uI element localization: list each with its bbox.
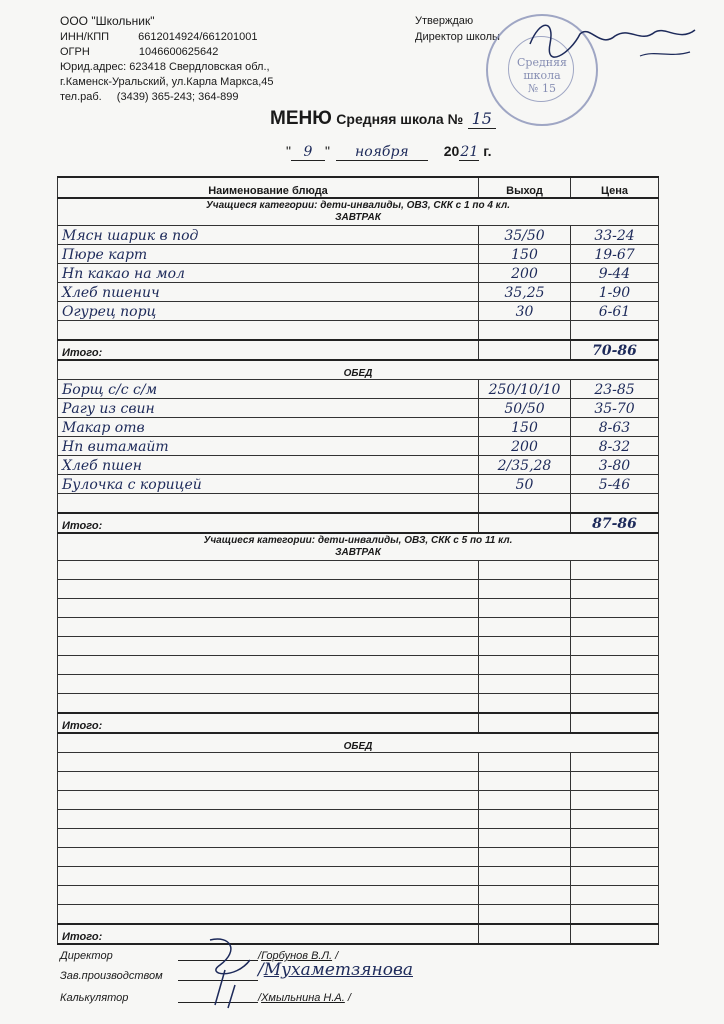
dish-name: Рагу из свин [58,399,479,418]
org-name: ООО "Школьник" [60,14,155,28]
dish-name: Нп витамайт [58,437,479,456]
dish-price: 23-85 [571,380,659,399]
signatures-scribble [180,930,270,1010]
empty-cell [479,867,571,886]
table-row [58,905,659,925]
title-sub: Средняя школа № [336,111,464,127]
col-price: Цена [571,177,659,198]
dish-name: Мясн шарик в под [58,226,479,245]
school-number: 15 [468,109,496,129]
dish-price: 6-61 [571,302,659,321]
dish-output: 50/50 [479,399,571,418]
table-row [58,321,659,341]
empty-cell [571,599,659,618]
dish-name: Хлеб пшен [58,456,479,475]
empty-cell [571,848,659,867]
dish-output: 150 [479,418,571,437]
dish-output: 200 [479,437,571,456]
table-row [58,561,659,580]
dish-output: 200 [479,264,571,283]
empty-cell [571,905,659,925]
dish-output: 35,25 [479,283,571,302]
empty-cell [58,599,479,618]
dish-price: 8-32 [571,437,659,456]
col-name: Наименование блюда [58,177,479,198]
table-row [58,637,659,656]
empty-cell [58,675,479,694]
table-row [58,494,659,514]
empty-cell [58,848,479,867]
director-approval-signature [520,14,700,64]
sign-director-label: Директор [60,950,113,962]
table-row [58,791,659,810]
lunch1-heading [58,360,659,380]
lunch2-heading-label: ОБЕД [58,733,659,753]
sign-production-label: Зав.производством [60,970,163,982]
empty-cell [479,810,571,829]
empty-cell [58,694,479,714]
table-row [58,867,659,886]
table-row [58,380,659,399]
total-price [571,713,659,733]
dish-output: 30 [479,302,571,321]
empty-cell [571,694,659,714]
lunch2-total [58,924,659,944]
empty-cell [479,561,571,580]
table-row [58,580,659,599]
inn-value: 6612014924/661201001 [138,31,258,43]
empty-cell [479,618,571,637]
dish-price: 3-80 [571,456,659,475]
empty-cell [58,580,479,599]
empty-cell [571,791,659,810]
total-label: Итого: [58,340,479,360]
total-output [479,340,571,360]
lunch1-total [58,513,659,533]
total-output [479,924,571,944]
table-row [58,753,659,772]
dish-name [58,321,479,341]
dish-name: Булочка с корицей [58,475,479,494]
empty-cell [58,637,479,656]
date-month: ноября [336,144,428,161]
dish-price: 33-24 [571,226,659,245]
col-output: Выход [479,177,571,198]
dish-name: Нп какао на мол [58,264,479,283]
table-row [58,437,659,456]
table-row [58,810,659,829]
empty-cell [571,810,659,829]
empty-cell [58,753,479,772]
dish-name: Пюре карт [58,245,479,264]
menu-table [57,176,659,945]
table-row [58,772,659,791]
section2-breakfast: ЗАВТРАК [335,547,381,558]
dish-output: 2/35,28 [479,456,571,475]
total-output [479,713,571,733]
table-row [58,886,659,905]
empty-cell [58,867,479,886]
table-row [58,656,659,675]
lunch2-heading [58,733,659,753]
table-row [58,245,659,264]
org-phone [60,91,239,104]
empty-cell [58,905,479,925]
empty-cell [58,791,479,810]
section1-heading [58,198,659,226]
dish-name [58,494,479,514]
table-row [58,848,659,867]
table-row [58,418,659,437]
empty-cell [58,561,479,580]
table-header [58,177,659,198]
breakfast2-total [58,713,659,733]
inn-label: ИНН/КПП [60,31,110,43]
dish-price: 8-63 [571,418,659,437]
empty-cell [479,675,571,694]
date-year-prefix: 20 [443,143,460,159]
table-row [58,475,659,494]
menu-date: " 9 " ноября 2021 г. [286,143,492,160]
empty-cell [58,618,479,637]
page-title [270,108,496,130]
stamp-text: Средняя школа № 15 [517,56,567,95]
ogrn-label: ОГРН [60,46,90,58]
empty-cell [479,905,571,925]
dish-name: Борщ с/с с/м [58,380,479,399]
section1-category: Учащиеся категории: дети-инвалиды, ОВЗ, СКК с 1 по 4 кл. [205,200,511,211]
empty-cell [571,829,659,848]
dish-output: 150 [479,245,571,264]
total-price [571,924,659,944]
empty-cell [58,772,479,791]
empty-cell [571,886,659,905]
table-row [58,226,659,245]
dish-price: 35-70 [571,399,659,418]
director-school-label: Директор школы [415,31,500,43]
empty-cell [479,829,571,848]
phone-label: тел.раб. [60,91,102,103]
section1-breakfast: ЗАВТРАК [335,212,381,223]
dish-name: Хлеб пшенич [58,283,479,302]
sign-calculator-label: Калькулятор [60,992,129,1004]
empty-cell [479,656,571,675]
empty-cell [58,810,479,829]
dish-price: 19-67 [571,245,659,264]
total-output [479,513,571,533]
empty-cell [479,637,571,656]
empty-cell [571,656,659,675]
dish-output: 35/50 [479,226,571,245]
empty-cell [479,753,571,772]
table-row [58,675,659,694]
empty-cell [479,848,571,867]
empty-cell [479,886,571,905]
total-label: Итого: [58,513,479,533]
empty-cell [479,694,571,714]
dish-name: Макар отв [58,418,479,437]
empty-cell [479,580,571,599]
dish-price [571,494,659,514]
table-row [58,694,659,714]
table-row [58,399,659,418]
org-ogrn [60,46,218,59]
dish-output [479,494,571,514]
empty-cell [571,580,659,599]
empty-cell [571,753,659,772]
date-day: 9 [291,144,325,161]
empty-cell [58,656,479,675]
empty-cell [571,772,659,791]
table-row [58,283,659,302]
empty-cell [571,867,659,886]
table-row [58,599,659,618]
ogrn-value: 1046600625642 [138,46,219,58]
empty-cell [58,886,479,905]
date-year-postfix: г. [483,143,492,159]
sign-production-name: /Мухаметзянова [258,960,413,980]
empty-cell [479,772,571,791]
dish-price: 9-44 [571,264,659,283]
total-label: Итого: [58,713,479,733]
dish-name: Огурец порц [58,302,479,321]
section2-heading [58,533,659,561]
dish-output [479,321,571,341]
dish-price: 5-46 [571,475,659,494]
table-row [58,302,659,321]
sign-calculator-name: /Хмыльнина Н.А. / [258,992,351,1004]
dish-price: 1-90 [571,283,659,302]
org-address-2: г.Каменск-Уральский, ул.Карла Маркса,45 [60,76,274,88]
dish-output: 250/10/10 [479,380,571,399]
empty-cell [58,829,479,848]
date-year-suffix: 21 [460,144,479,160]
dish-output: 50 [479,475,571,494]
total-price: 70-86 [571,340,659,360]
empty-cell [571,637,659,656]
sign-director-name: /Горбунов В.Л. / [258,950,339,962]
total-label: Итого: [58,924,479,944]
section2-category: Учащиеся категории: дети-инвалиды, ОВЗ, СКК с 5 по 11 кл. [203,535,513,546]
phone-value: (3439) 365-243; 364-899 [116,91,239,103]
empty-cell [479,791,571,810]
total-price: 87-86 [571,513,659,533]
empty-cell [479,599,571,618]
table-row [58,829,659,848]
table-row [58,264,659,283]
table-row [58,618,659,637]
dish-price [571,321,659,341]
org-inn [60,31,257,44]
empty-cell [571,675,659,694]
empty-cell [571,561,659,580]
breakfast1-total [58,340,659,360]
table-row [58,456,659,475]
org-address-1: Юрид.адрес: 623418 Свердловская обл., [60,61,270,73]
approve-label: Утверждаю [415,15,474,27]
lunch1-heading-label: ОБЕД [58,360,659,380]
title-main: МЕНЮ [270,108,332,129]
empty-cell [571,618,659,637]
